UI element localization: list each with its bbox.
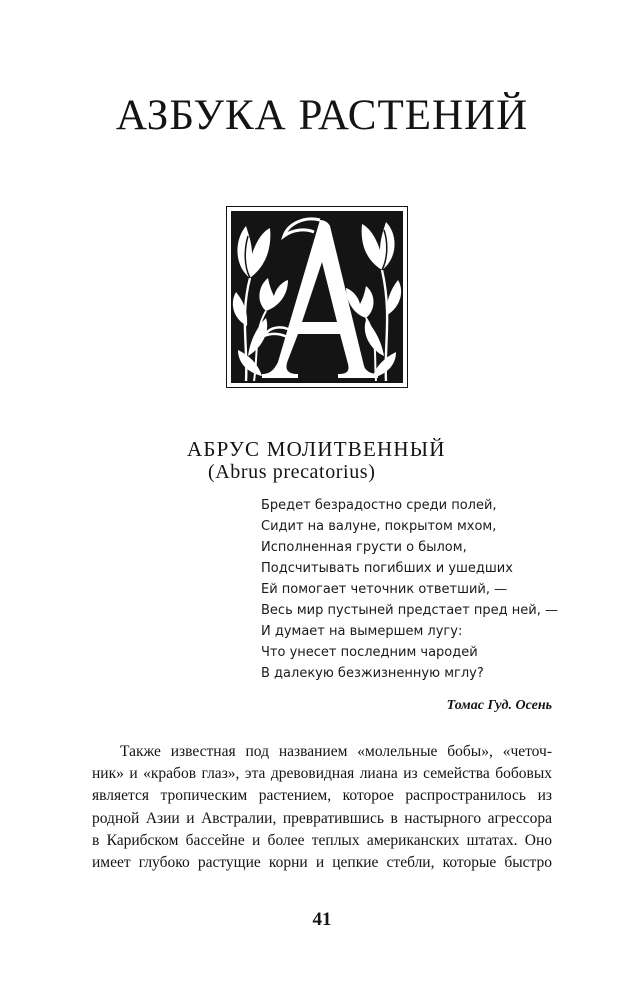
chapter-title: АЗБУКА РАСТЕНИЙ: [115, 92, 529, 139]
body-line: Также известная под названием «молельные бобы», «четоч-: [120, 743, 552, 760]
page-number: 41: [312, 909, 332, 930]
ornamental-initial-icon: [226, 206, 408, 388]
plant-latin-name: (Abrus precatorius): [208, 461, 376, 483]
drop-cap-illustration: [226, 206, 408, 388]
poem-line: В далекую безжизненную мглу?: [261, 666, 484, 681]
body-line: имеет глубоко растущие корни и цепкие стебли, которые быстро: [92, 853, 552, 871]
poem-line: Что унесет последним чародей: [261, 645, 478, 660]
epigraph-poem: [261, 495, 558, 684]
poem-line: Ей помогает четочник ответший, —: [261, 582, 508, 597]
poem-line: Весь мир пустыней предстает пред ней, —: [261, 603, 558, 618]
plant-name: АБРУС МОЛИТВЕННЫЙ: [187, 437, 446, 461]
poem-line: Подсчитывать погибших и ушедших: [261, 561, 513, 576]
poem-line: Сидит на валуне, покрытом мхом,: [261, 519, 497, 534]
poem-line: И думает на вымершем лугу:: [261, 624, 463, 639]
body-line: является тропическим растением, которое распространилось из: [92, 787, 552, 805]
body-line: родной Азии и Австралии, превратившись в настырного агрессора: [92, 809, 552, 827]
body-line: в Карибском бассейне и более теплых американских штатах. Оно: [92, 831, 552, 849]
body-paragraph: [92, 741, 552, 874]
poem-attribution: Томас Гуд. Осень: [446, 698, 552, 713]
poem-line: Исполненная грусти о былом,: [261, 540, 467, 555]
body-line: ник» и «крабов глаз», эта древовидная лиана из семейства бобовых: [92, 765, 552, 783]
poem-line: Бредет безрадостно среди полей,: [261, 498, 497, 513]
